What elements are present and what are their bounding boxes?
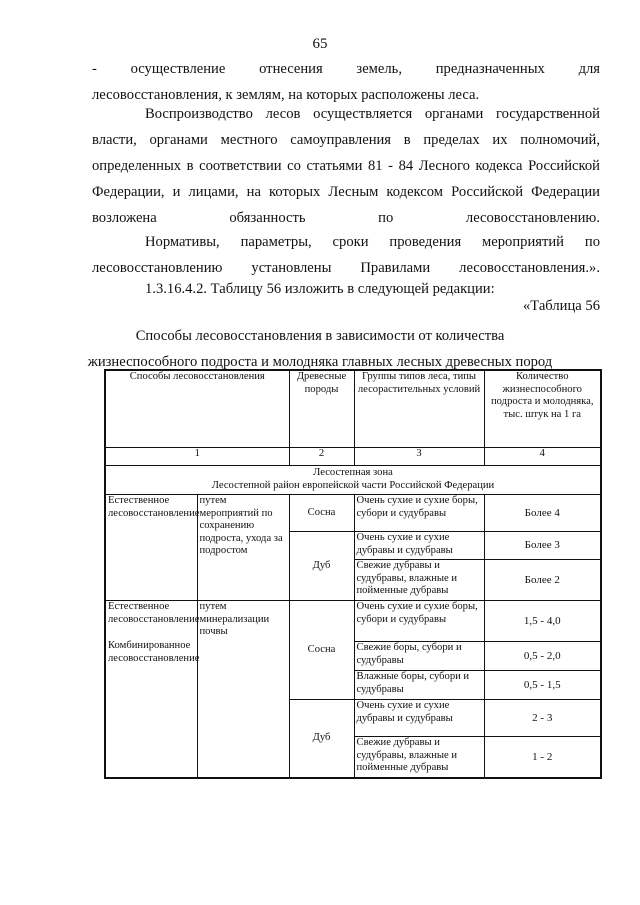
table-row [105,495,601,532]
measure-cell: путем минерализации почвы [197,601,289,779]
column-number: 4 [484,448,601,466]
forest-type-cell: Свежие дубравы и судубравы, влажные и пойменные дубравы [354,560,484,601]
forest-type-cell: Свежие боры, субори и судубравы [354,642,484,671]
header-methods: Способы лесовосстановления [105,370,289,448]
method-cell [105,601,200,779]
method-cell: Естественное лесовосстановление [105,495,197,601]
table-label: «Таблица 56 [522,298,600,314]
paragraph-2: Воспроизводство лесов осуществляется органами государственной власти, органами местного самоуправления в пределах их полномочий, определенных в соответствии со статьями 81 - 84 Лесного кодекса Российской Федерации, и лицами, на которых Лесным кодексом Российской Федерации возложена обязанность по лесовосстановлению. [92,106,600,226]
quantity-cell: Более 4 [484,495,601,532]
quantity-cell: 1,5 - 4,0 [484,601,601,642]
species-cell: Сосна [289,601,354,700]
species-cell: Сосна [289,495,354,532]
zone-name: Лесостепная зона [313,467,393,478]
page-number: 65 [312,36,328,52]
forest-type-cell: Очень сухие и сухие дубравы и судубравы [354,700,484,737]
quantity-cell: Более 2 [484,560,601,601]
zone-cell [105,466,601,495]
header-species: Древесные породы [289,370,354,448]
table-row [105,601,601,642]
paragraph-3: Нормативы, параметры, сроки проведения мероприятий по лесовосстановлению установлены Правилами лесовосстановления.». [92,234,600,276]
table-header-row [105,370,601,448]
quantity-cell: 1 - 2 [484,737,601,779]
quantity-cell: Более 3 [484,532,601,560]
quantity-cell: 0,5 - 2,0 [484,642,601,671]
zone-row [105,466,601,495]
forest-type-cell: Очень сухие и сухие боры, субори и судубравы [354,601,484,642]
header-quantity: Количество жизнеспособного подроста и молодняка, тыс. штук на 1 га [484,370,601,448]
column-numbers-row [105,448,601,466]
reforestation-table [104,369,602,779]
forest-type-cell: Очень сухие и сухие боры, субори и судубравы [354,495,484,532]
caption-line-2: жизнеспособного подроста и молодняка главных лесных древесных пород [87,354,553,370]
column-number: 3 [354,448,484,466]
method-natural: Естественное лесовосстановление [108,601,200,625]
paragraph-4: 1.3.16.4.2. Таблицу 56 изложить в следующей редакции: [145,281,495,297]
column-number: 2 [289,448,354,466]
forest-type-cell: Влажные боры, субори и судубравы [354,671,484,700]
species-cell: Дуб [289,532,354,601]
column-number: 1 [105,448,289,466]
forest-type-cell: Свежие дубравы и судубравы, влажные и пойменные дубравы [354,737,484,779]
paragraph-1-line-1: - осуществление отнесения земель, предназначенных для [92,61,600,77]
forest-type-cell: Очень сухие и сухие дубравы и судубравы [354,532,484,560]
quantity-cell: 2 - 3 [484,700,601,737]
measure-cell: путем мероприятий по сохранению подроста, ухода за подростом [197,495,289,601]
caption-line-1: Способы лесовосстановления в зависимости от количества [135,328,505,344]
species-cell: Дуб [289,700,354,779]
header-forest-types: Группы типов леса, типы лесорастительных условий [354,370,484,448]
paragraph-1-line-2: лесовосстановления, к землям, на которых расположены леса. [92,87,480,103]
quantity-cell: 0,5 - 1,5 [484,671,601,700]
method-combined: Комбинированное лесовосстановление [108,640,200,664]
zone-region: Лесостепной район европейской части Российской Федерации [211,480,495,491]
table-caption [0,323,640,375]
